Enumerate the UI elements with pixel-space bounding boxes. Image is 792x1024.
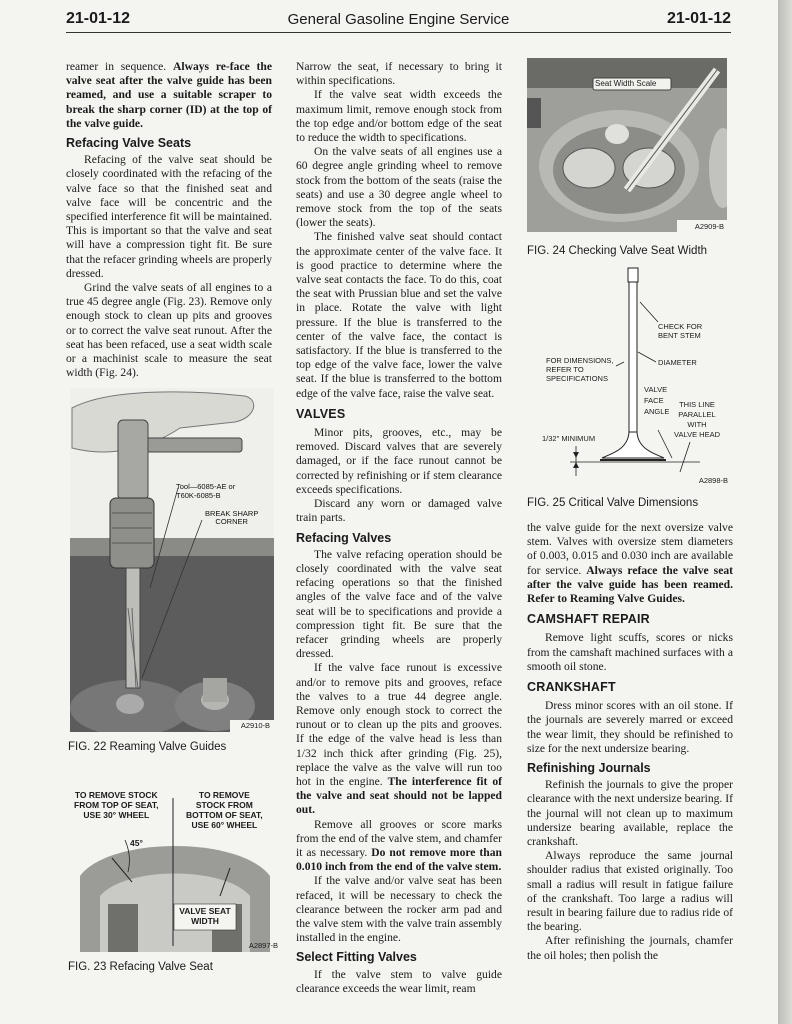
parallel-line-label: THIS LINE PARALLEL WITH VALVE HEAD: [674, 400, 720, 439]
page-number-left: 21-01-12: [66, 10, 131, 27]
paragraph: The finished valve seat should contact the approximate center of the valve face. It is good practice to determine where the valve seat contacts the face. To do this, coat the seat with Prussian blue and set the valve in place. Rotate the valve with light pressure. If the blue is transferred to the center of the valve face, the contact is satisfactory. If the blue is transferred to the top edge of the valve face, lower the valve seat. If the blue is transferred to the bottom edge of the valve face, raise the valve seat.: [296, 230, 502, 400]
figure-23-refacing-valve-seat: [70, 786, 280, 952]
figure-23-caption: FIG. 23 Refacing Valve Seat: [68, 961, 213, 973]
paragraph: Discard any worn or damaged valve train parts.: [296, 497, 502, 525]
heading-valves: VALVES: [296, 406, 346, 421]
break-sharp-corner-label: BREAK SHARP CORNER: [205, 509, 259, 526]
minimum-label: 1/32" MINIMUM: [542, 434, 596, 443]
heading-select-fitting-valves: Select Fitting Valves: [296, 950, 417, 965]
page-header: [66, 10, 731, 33]
paragraph: Refacing of the valve seat should be closely coordinated with the refacing of the valve face so that the finished seat and valve face will be concentric and the specified interference fit will be maintained. This is important so that the valve and seat will have a compression tight fit. Be sure that the refacer grinding wheels are properly dressed.: [66, 153, 273, 280]
valve-face-angle-label: VALVE FACE ANGLE: [644, 385, 670, 416]
paragraph: If the valve seat width exceeds the maximum limit, remove enough stock from the top edge and/or bottom edge of the seat to reduce the width to specifications.: [296, 88, 502, 145]
figure-25-critical-valve-dimensions: [540, 262, 734, 488]
paragraph: Narrow the seat, if necessary to bring it within specifications.: [296, 60, 502, 88]
paragraph: On the valve seats of all engines use a 60 degree angle grinding wheel to remove stock from the bottom of the seats (raise the seats) and use a 30 degree angle wheel to remove stock from the top of the seats (lower the seats).: [296, 145, 502, 230]
section-title: General Gasoline Engine Service: [287, 11, 510, 28]
paragraph: Remove light scuffs, scores or nicks from the camshaft machined surfaces with a smooth oil stone.: [527, 631, 733, 673]
paragraph: After refinishing the journals, chamfer the oil holes; then polish the: [527, 934, 733, 962]
heading-refinishing-journals: Refinishing Journals: [527, 761, 651, 776]
figure-24-checking-valve-seat-width: [527, 58, 727, 232]
page-number-right: 21-01-12: [666, 10, 731, 27]
paragraph: reamer in sequence. Always re-face the valve seat after the valve guide has been reamed, and use a suitable scraper to break the sharp corner (ID) at the top of the valve guide.: [66, 60, 273, 130]
remove-stock-top-label: TO REMOVE STOCK FROM TOP OF SEAT, USE 30° WHEEL: [74, 790, 159, 820]
paragraph: Refinish the journals to give the proper clearance with the next undersize bearing. If the journal will not clean up to maximum undersize bearing available, replace the crankshaft.: [527, 778, 733, 849]
figure-22-reaming-valve-guides: [70, 388, 274, 732]
paragraph: If the valve and/or valve seat has been refaced, it will be necessary to check the clearance between the rocker arm pad and the valve stem with the valve train assembly installed in the engine.: [296, 874, 502, 945]
paragraph: Always reproduce the same journal shoulder radius that existed originally. Too small a radius will result in fatigue failure of the crankshaft. Too large a radius will result in bearing failure due to radius ride of the bearing.: [527, 849, 733, 934]
paragraph: If the valve stem to valve guide clearance exceeds the wear limit, ream: [296, 967, 502, 995]
paragraph: Grind the valve seats of all engines to a true 45 degree angle (Fig. 23). Remove only enough stock to clean up pits and grooves or to correct the valve seat runout. After the seat has been refaced, use a seat width scale or a machinist scale to measure the seat width (Fig. 24).: [66, 281, 272, 380]
paragraph: If the valve face runout is excessive and/or to remove pits and grooves, reface the valves to a true 44 degree angle. Remove only enough stock to correct the runout or to clean up the pits and grooves. If the edge of the valve head is less than 1/32 inch thick after grinding (Fig. 25), replace the valve as the valve will run too hot in the engine. The interference fit of the valve and seat should not be lapped out.: [296, 661, 502, 817]
figure-24-caption: FIG. 24 Checking Valve Seat Width: [527, 245, 708, 257]
column-right: [527, 521, 733, 963]
paragraph: Remove all grooves or score marks from the end of the valve stem, and chamfer it as necessary. Do not remove more than 0.010 inch from the end of the valve stem.: [296, 817, 502, 874]
paragraph: the valve guide for the next oversize valve stem. Valves with oversize stem diameters of 0.003, 0.015 and 0.030 inch are available for service. Always reface the valve seat after the valve guide has been reamed. Refer to Reaming Valve Guides.: [527, 521, 734, 606]
figure-code: A2909-B: [694, 222, 724, 231]
figure-code: A2910-B: [240, 721, 270, 730]
tool-label: Tool—6085-AE or T60K-6085-B: [176, 482, 236, 500]
column-middle: [296, 60, 502, 996]
valve-seat-width-label: VALVE SEAT WIDTH: [179, 906, 231, 926]
figure-22-caption: FIG. 22 Reaming Valve Guides: [68, 741, 227, 753]
diameter-label: DIAMETER: [658, 358, 697, 367]
paragraph: Dress minor scores with an oil stone. If the journals are severely marred or exceed the wear limit, they should be refinished to size for the next undersize bearing.: [527, 699, 733, 755]
check-bent-stem-label: CHECK FOR BENT STEM: [658, 322, 703, 340]
heading-camshaft-repair: CAMSHAFT REPAIR: [527, 612, 650, 627]
paragraph: The valve refacing operation should be closely coordinated with the valve seat refacing operations so that the finished angles of the valve face and of the valve seat will be to specifications and provide a compression tight fit. Be sure that the refacer grinding wheels are properly dressed.: [296, 547, 502, 661]
heading-refacing-valves: Refacing Valves: [296, 530, 392, 545]
heading-crankshaft: CRANKSHAFT: [527, 680, 616, 695]
column-left: [66, 60, 272, 380]
figure-code: A2897-B: [248, 941, 278, 950]
for-dimensions-label: FOR DIMENSIONS, REFER TO SPECIFICATIONS: [546, 356, 614, 383]
page-edge: [778, 0, 792, 1024]
heading-refacing-valve-seats: Refacing Valve Seats: [66, 136, 192, 151]
seat-width-scale-label: Seat Width Scale: [595, 79, 657, 88]
remove-stock-bottom-label: TO REMOVE STOCK FROM BOTTOM OF SEAT, USE 60° WHEEL: [186, 790, 263, 830]
figure-25-caption: FIG. 25 Critical Valve Dimensions: [527, 497, 699, 509]
angle-label: 45°: [130, 838, 143, 848]
figure-code: A2898-B: [698, 476, 728, 485]
figure-22-drawing: [70, 388, 274, 732]
paragraph: Minor pits, grooves, etc., may be removed. Discard valves that are severely damaged, or if the face runout cannot be corrected by refinishing or if stem clearance exceeds specifications.: [296, 426, 502, 496]
